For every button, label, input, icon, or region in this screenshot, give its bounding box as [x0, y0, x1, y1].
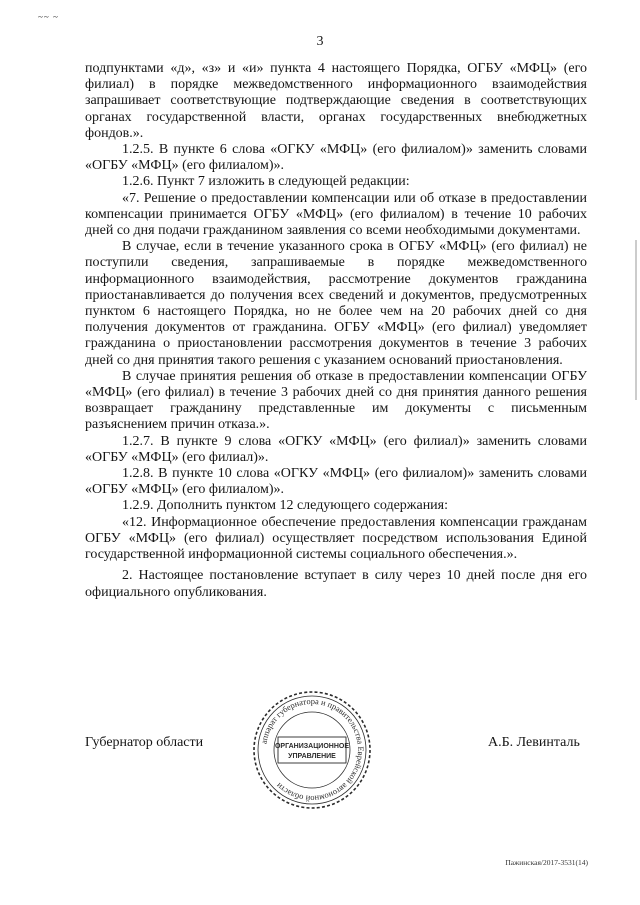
seal-center-line-2: УПРАВЛЕНИЕ: [288, 753, 336, 760]
signatory-name: А.Б. Левинталь: [488, 735, 580, 750]
document-reference: Пажинская/2017-3531(14): [505, 858, 588, 867]
paragraph-item-7: «7. Решение о предоставлении компенсации или об отказе в предоставлении компенсации принимается ОГБУ «МФЦ» (его филиалом) в течение 10 рабочих дней со дня подачи гражданином заявления со всеми необходимыми документами.: [85, 190, 587, 239]
paragraph-refusal: В случае принятия решения об отказе в предоставлении компенсации ОГБУ «МФЦ» (его филиал) в течение 3 рабочих дней со дня принятия данного решения возвращает гражданину представленные им документы с письменным разъяснением причин отказа.».: [85, 368, 587, 433]
corner-mark: ~~ ~: [38, 12, 59, 22]
seal-ring-text: аппарат губернатора и правительства Еврейской автономной области: [259, 696, 366, 804]
paragraph-1-2-6: 1.2.6. Пункт 7 изложить в следующей редакции:: [122, 174, 410, 190]
page-number: 3: [316, 34, 324, 49]
scan-edge-mark: [635, 240, 637, 400]
official-seal-stamp: [250, 688, 374, 812]
paragraph-effective-date: 2. Настоящее постановление вступает в силу через 10 дней после дня его официального опубликования.: [85, 568, 587, 600]
paragraph-1-2-7: 1.2.7. В пункте 9 слова «ОГКУ «МФЦ» (его филиал)» заменить словами «ОГБУ «МФЦ» (его филиал)».: [85, 433, 587, 465]
seal-center-line-1: ОРГАНИЗАЦИОННОЕ: [274, 743, 350, 750]
paragraph-1-2-9: 1.2.9. Дополнить пунктом 12 следующего содержания:: [122, 498, 449, 514]
signatory-position: Губернатор области: [85, 735, 204, 750]
paragraph-1-2-5: 1.2.5. В пункте 6 слова «ОГКУ «МФЦ» (его филиалом)» заменить словами «ОГБУ «МФЦ» (его филиалом)».: [85, 142, 587, 174]
paragraph-item-12: «12. Информационное обеспечение предоставления компенсации гражданам ОГБУ «МФЦ» (его филиал) осуществляет посредством использования Единой государственной информационной системы социального обеспечения.».: [85, 514, 587, 563]
paragraph-suspension: В случае, если в течение указанного срока в ОГБУ «МФЦ» (его филиал) не поступили сведения, запрашиваемые в порядке межведомственного информационного взаимодействия, рассмотрение документов гражданина приостанавливается до получения всех сведений и документов, предусмотренных пунктом 6 настоящего Порядка, но не более чем на 20 рабочих дней со дня получения документов от гражданина. ОГБУ «МФЦ» (его филиал) уведомляет гражданина о приостановлении рассмотрения документов в течение 3 рабочих дней со дня принятия такого решения с указанием оснований приостановления.: [85, 239, 587, 368]
document-body: [85, 61, 587, 601]
paragraph-1-2-8: 1.2.8. В пункте 10 слова «ОГКУ «МФЦ» (его филиалом)» заменить словами «ОГБУ «МФЦ» (его филиалом)».: [85, 466, 587, 498]
paragraph-continuation: подпунктами «д», «з» и «и» пункта 4 настоящего Порядка, ОГБУ «МФЦ» (его филиал) в порядке межведомственного информационного взаимодействия запрашивает соответствующие подтверждающие сведения в соответствующих органах государственной власти, органах государственных внебюджетных фондов.».: [85, 61, 587, 141]
